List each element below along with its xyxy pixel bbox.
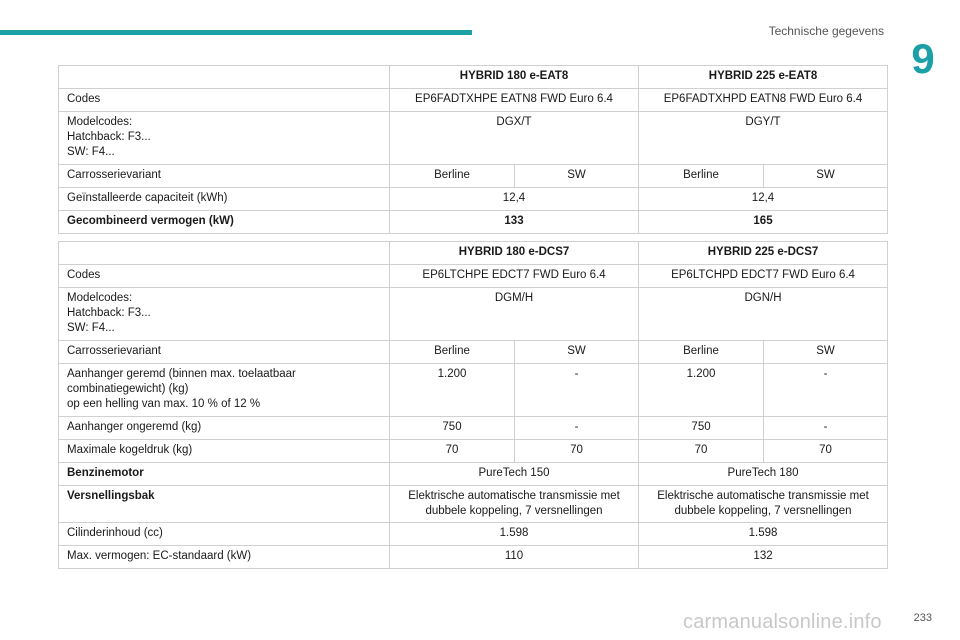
- braked-label-line: op een helling van max. 10 % of 12 %: [67, 398, 261, 410]
- table-cell: EP6FADTXHPE EATN8 FWD Euro 6.4: [390, 89, 639, 112]
- table-cell: [639, 486, 888, 523]
- hatchback-label: Hatchback: F3...: [67, 131, 151, 143]
- table-cell: 132: [639, 546, 888, 569]
- table-row: [59, 165, 888, 188]
- table-cell: SW: [515, 341, 639, 364]
- braked-label-line: combinatiegewicht) (kg): [67, 383, 189, 395]
- table-cell: 70: [515, 440, 639, 463]
- table-cell: SW: [764, 165, 888, 188]
- chapter-number: 9: [911, 35, 935, 82]
- table-cell: DGX/T: [390, 112, 639, 165]
- table-cell: Berline: [639, 341, 764, 364]
- table-row: [59, 188, 888, 211]
- sw-label: SW: F4...: [67, 322, 115, 334]
- table-cell: DGN/H: [639, 288, 888, 341]
- sw-label: SW: F4...: [67, 146, 115, 158]
- row-label: Aanhanger ongeremd (kg): [59, 417, 390, 440]
- table-row: [59, 523, 888, 546]
- table-cell: Berline: [639, 165, 764, 188]
- table-cell: Berline: [390, 165, 515, 188]
- table-cell: 750: [639, 417, 764, 440]
- table-cell: 165: [639, 211, 888, 234]
- table-cell: EP6FADTXHPD EATN8 FWD Euro 6.4: [639, 89, 888, 112]
- row-label: Maximale kogeldruk (kg): [59, 440, 390, 463]
- table-cell: 1.200: [390, 364, 515, 417]
- table-row: [59, 486, 888, 523]
- table-cell: 1.200: [639, 364, 764, 417]
- table-row: [59, 112, 888, 165]
- row-label: Carrosserievariant: [59, 341, 390, 364]
- table-cell: 12,4: [390, 188, 639, 211]
- table-cell: PureTech 180: [639, 463, 888, 486]
- table-cell: 1.598: [639, 523, 888, 546]
- gearbox-line: dubbele koppeling, 7 versnellingen: [425, 505, 603, 517]
- table-cell: 70: [764, 440, 888, 463]
- table-cell: [390, 486, 639, 523]
- table-cell: SW: [515, 165, 639, 188]
- row-label: Carrosserievariant: [59, 165, 390, 188]
- gearbox-line: Elektrische automatische transmissie met: [657, 490, 869, 502]
- table-row: [59, 288, 888, 341]
- page-number: 233: [913, 612, 932, 624]
- table-header-row: [59, 66, 888, 89]
- table-cell: -: [515, 364, 639, 417]
- table-cell: 750: [390, 417, 515, 440]
- gearbox-line: Elektrische automatische transmissie met: [408, 490, 620, 502]
- row-label: [59, 364, 390, 417]
- empty-header-cell: [59, 66, 390, 89]
- model-header: HYBRID 180 e-DCS7: [390, 242, 639, 265]
- table-row: [59, 89, 888, 112]
- table-cell: -: [515, 417, 639, 440]
- gearbox-line: dubbele koppeling, 7 versnellingen: [674, 505, 852, 517]
- hatchback-label: Hatchback: F3...: [67, 307, 151, 319]
- table-cell: 70: [390, 440, 515, 463]
- header-accent-bar: [0, 30, 472, 35]
- row-label: Gecombineerd vermogen (kW): [59, 211, 390, 234]
- modelcodes-label: Modelcodes:: [67, 116, 133, 128]
- table-row: [59, 341, 888, 364]
- table-cell: 70: [639, 440, 764, 463]
- table-cell: -: [764, 417, 888, 440]
- model-header: HYBRID 180 e-EAT8: [390, 66, 639, 89]
- table-row: [59, 463, 888, 486]
- table-cell: PureTech 150: [390, 463, 639, 486]
- table-cell: Berline: [390, 341, 515, 364]
- row-label: [59, 112, 390, 165]
- table-header-row: [59, 242, 888, 265]
- table-cell: DGY/T: [639, 112, 888, 165]
- row-label: Geïnstalleerde capaciteit (kWh): [59, 188, 390, 211]
- row-label: Benzinemotor: [59, 463, 390, 486]
- row-label: Versnellingsbak: [59, 486, 390, 523]
- table-cell: 1.598: [390, 523, 639, 546]
- model-header: HYBRID 225 e-DCS7: [639, 242, 888, 265]
- table-row: [59, 417, 888, 440]
- row-label: [59, 288, 390, 341]
- table-row: [59, 546, 888, 569]
- table-cell: EP6LTCHPD EDCT7 FWD Euro 6.4: [639, 265, 888, 288]
- spec-table-dcs7: [58, 241, 888, 569]
- table-cell: -: [764, 364, 888, 417]
- row-label: Cilinderinhoud (cc): [59, 523, 390, 546]
- modelcodes-label: Modelcodes:: [67, 292, 133, 304]
- table-row: [59, 211, 888, 234]
- table-cell: 110: [390, 546, 639, 569]
- table-cell: 133: [390, 211, 639, 234]
- table-cell: EP6LTCHPE EDCT7 FWD Euro 6.4: [390, 265, 639, 288]
- table-row: [59, 440, 888, 463]
- model-header: HYBRID 225 e-EAT8: [639, 66, 888, 89]
- table-cell: 12,4: [639, 188, 888, 211]
- spec-table-eat8: [58, 65, 888, 234]
- row-label: Codes: [59, 265, 390, 288]
- watermark: carmanualsonline.info: [683, 611, 882, 633]
- row-label: Max. vermogen: EC-standaard (kW): [59, 546, 390, 569]
- section-title: Technische gegevens: [768, 24, 884, 38]
- empty-header-cell: [59, 242, 390, 265]
- table-cell: DGM/H: [390, 288, 639, 341]
- braked-label-line: Aanhanger geremd (binnen max. toelaatbaar: [67, 368, 296, 380]
- table-row: [59, 265, 888, 288]
- row-label: Codes: [59, 89, 390, 112]
- table-cell: SW: [764, 341, 888, 364]
- table-row: [59, 364, 888, 417]
